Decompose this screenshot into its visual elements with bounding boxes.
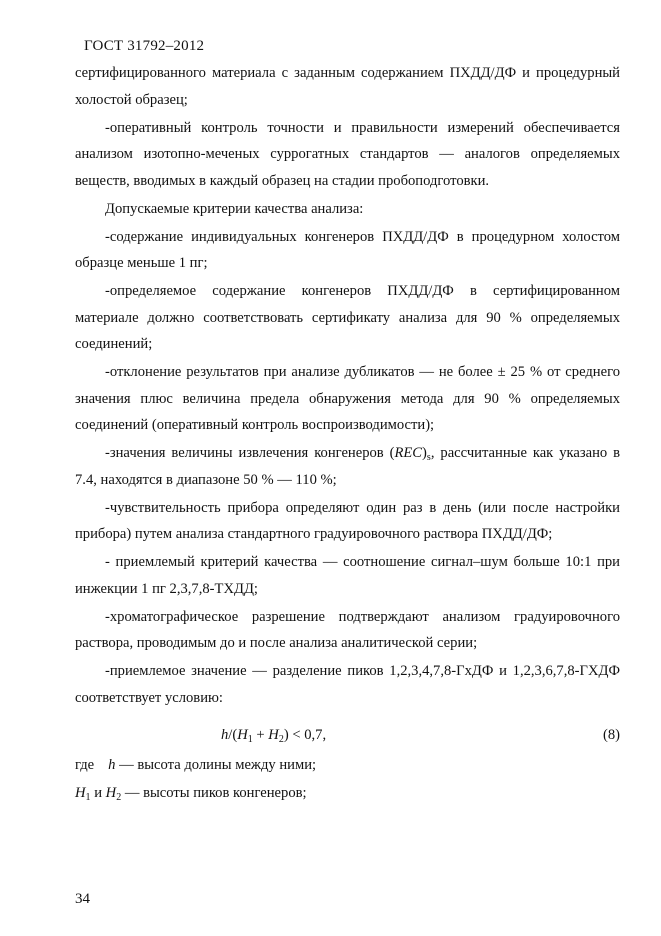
rec-after: , рассчитанные как указано в 7.4, находятся в диапазоне 50 % — 110 %;	[75, 445, 620, 488]
paragraph-text: -содержание индивидуальных конгенеров ПХДД/ДФ в процедурном холостом образце меньше 1 пг;	[75, 228, 620, 271]
peaks-definition: $H_1$ и $H_2$ — высоты пиков конгенеров;	[75, 785, 307, 803]
paragraph-text: -отклонение результатов при анализе дубликатов — не более ± 25 % от среднего значения плюс величина предела обнаружения метода для 90 % определяемых соединений (оперативный контроль воспроизводимости);	[75, 364, 620, 433]
recovery-paragraph: -значения величины извлечения конгенеров $(REC)_s$, рассчитанные как указано в 7.4, находятся в диапазоне 50 % — 110 %;	[75, 445, 620, 488]
criteria-heading: Допускаемые критерии качества анализа:	[105, 200, 364, 217]
paragraph-text: - приемлемый критерий качества — соотношение сигнал–шум больше 10:1 при инжекции 1 пг 2,3,7,8-ТХДД;	[75, 554, 620, 597]
where-definition: где h — высота долины между ними;	[75, 757, 317, 773]
document-header: ГОСТ 31792–2012	[84, 38, 205, 54]
equation-number: (8)	[602, 727, 620, 743]
formula: $h/(H_1 + H_2) < 0,7$,	[221, 727, 327, 745]
paragraph-text: -чувствительность прибора определяют один раз в день (или после настройки прибора) путем анализа стандартного градуировочного раствора ПХДД/ДФ;	[75, 499, 620, 542]
paragraph-text: -приемлемое значение — разделение пиков 1,2,3,4,7,8-ГхДФ и 1,2,3,6,7,8-ГХДФ соответствует условию:	[75, 663, 620, 706]
document-body	[75, 60, 620, 808]
rec-subscript: s	[426, 452, 431, 463]
rec-term: REC	[394, 445, 423, 461]
paragraph-text: -оперативный контроль точности и правильности измерений обеспечивается анализом изотопно-меченых суррогатных стандартов — аналогов определяемых веществ, вводимых в каждый образец на стадии пробоподготовки.	[75, 119, 620, 189]
page-number: 34	[75, 891, 90, 907]
paragraph-text: -хроматографическое разрешение подтверждают анализом градуировочного раствора, проводимым до и после анализа аналитической серии;	[75, 608, 620, 651]
paragraph-text: сертифицированного материала с заданным содержанием ПХДД/ДФ и процедурный холостой образец;	[75, 65, 620, 108]
paragraph-text: -определяемое содержание конгенеров ПХДД/ДФ в сертифицированном материале должно соответствовать сертификату анализа для 90 % определяемых соединений;	[75, 283, 620, 352]
rec-before: -значения величины извлечения конгенеров (	[105, 445, 395, 461]
formula-row	[75, 720, 620, 752]
